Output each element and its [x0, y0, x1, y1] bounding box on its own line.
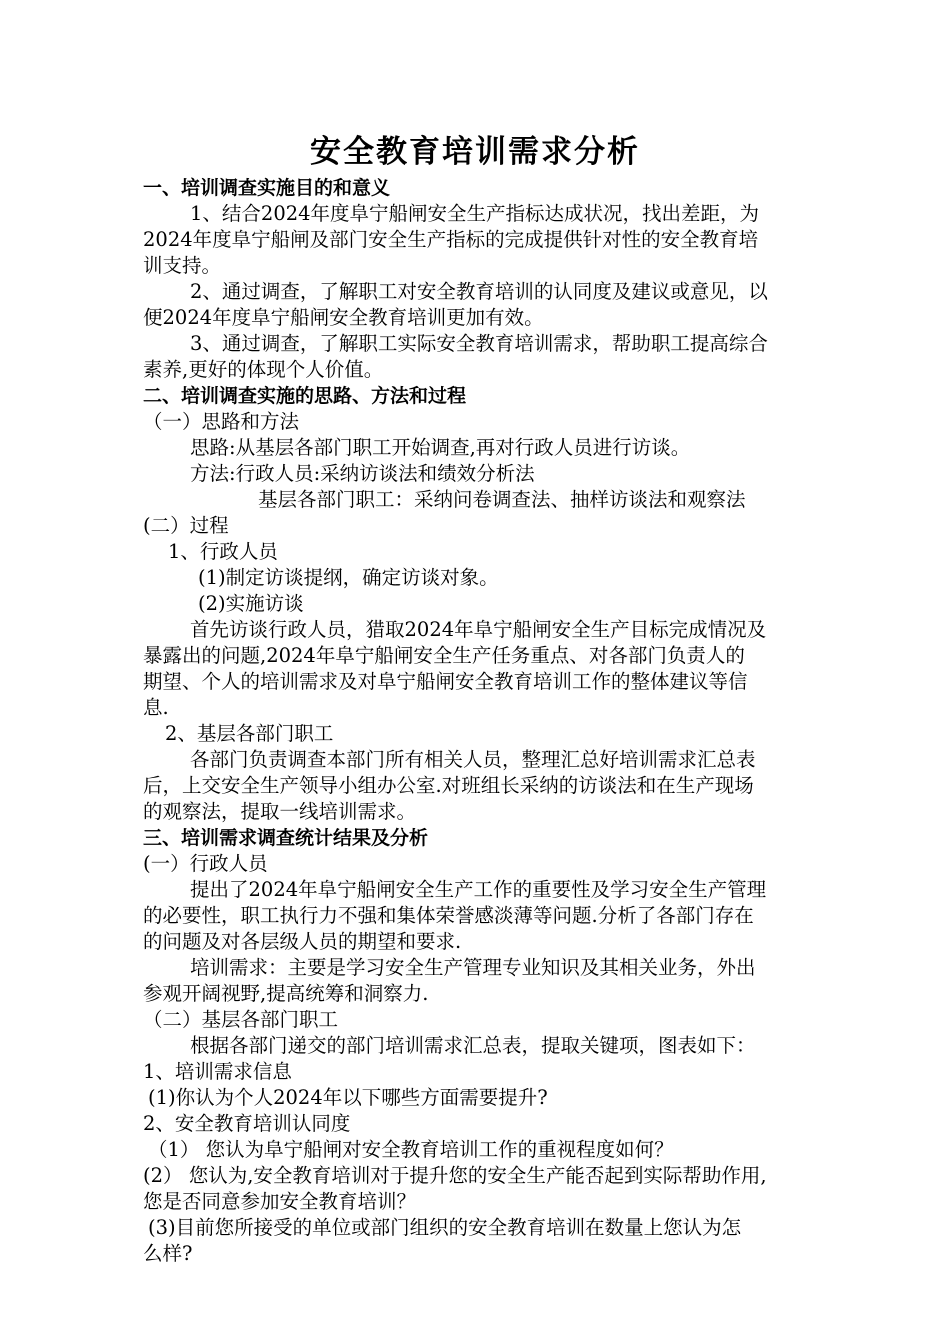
list-item: 1、行政人员	[168, 540, 278, 563]
paragraph-line: 2、通过调查，了解职工对安全教育培训的认同度及建议或意见，以	[190, 280, 768, 303]
list-item: (1)制定访谈提纲，确定访谈对象。	[198, 566, 499, 589]
paragraph-line: 息.	[143, 696, 169, 719]
paragraph-line: 的观察法，提取一线培训需求。	[143, 800, 417, 823]
list-item: （1） 您认为阜宁船闸对安全教育培训工作的重视程度如何？	[148, 1138, 674, 1161]
paragraph-line: 1、结合2024年度阜宁船闸安全生产指标达成状况，找出差距，为	[190, 202, 760, 225]
paragraph-line: 思路:从基层各部门职工开始调查,再对行政人员进行访谈。	[190, 436, 691, 459]
paragraph-line: 暴露出的问题,2024年阜宁船闸安全生产任务重点、对各部门负责人的	[143, 644, 745, 667]
paragraph-line: 便2024年度阜宁船闸安全教育培训更加有效。	[143, 306, 544, 329]
list-item: (1)你认为个人2024年以下哪些方面需要提升?	[148, 1086, 548, 1109]
paragraph-line: 么样?	[143, 1242, 193, 1265]
paragraph-line: 根据各部门递交的部门培训需求汇总表，提取关键项，图表如下：	[190, 1034, 756, 1057]
paragraph-line: 后，上交安全生产领导小组办公室.对班组长采纳的访谈法和在生产现场	[143, 774, 754, 797]
section-heading-2: 二、培训调查实施的思路、方法和过程	[143, 385, 467, 407]
list-item: 2、基层各部门职工	[165, 722, 334, 745]
subsection-heading: （二）基层各部门职工	[143, 1008, 339, 1031]
paragraph-line: 3、通过调查，了解职工实际安全教育培训需求，帮助职工提高综合	[190, 332, 768, 355]
subsection-heading: (一）行政人员	[143, 852, 268, 875]
subsection-heading: （一）思路和方法	[143, 410, 300, 433]
paragraph-line: 的必要性，职工执行力不强和集体荣誉感淡薄等问题.分析了各部门存在	[143, 904, 754, 927]
paragraph-line: 的问题及对各层级人员的期望和要求.	[143, 930, 462, 953]
section-heading-3: 三、培训需求调查统计结果及分析	[143, 827, 429, 849]
paragraph-line: 培训需求：主要是学习安全生产管理专业知识及其相关业务，外出	[190, 956, 756, 979]
paragraph-line: 训支持。	[143, 254, 222, 277]
paragraph-line: 提出了2024年阜宁船闸安全生产工作的重要性及学习安全生产管理	[190, 878, 767, 901]
list-item: (2） 您认为,安全教育培训对于提升您的安全生产能否起到实际帮助作用,	[143, 1164, 767, 1187]
document-title: 安全教育培训需求分析	[310, 134, 640, 170]
paragraph-line: 素养,更好的体现个人价值。	[143, 358, 384, 381]
paragraph-line: 参观开阔视野,提高统筹和洞察力.	[143, 982, 429, 1005]
paragraph-line: 基层各部门职工：采纳问卷调查法、抽样访谈法和观察法	[258, 488, 746, 511]
paragraph-line: 2024年度阜宁船闸及部门安全生产指标的完成提供针对性的安全教育培	[143, 228, 759, 251]
list-item: 2、安全教育培训认同度	[143, 1112, 351, 1135]
paragraph-line: 各部门负责调查本部门所有相关人员，整理汇总好培训需求汇总表	[190, 748, 756, 771]
list-item: (2)实施访谈	[198, 592, 304, 615]
paragraph-line: 首先访谈行政人员，猎取2024年阜宁船闸安全生产目标完成情况及	[190, 618, 767, 641]
paragraph-line: 方法:行政人员:采纳访谈法和绩效分析法	[190, 462, 535, 485]
list-item: (3)目前您所接受的单位或部门组织的安全教育培训在数量上您认为怎	[148, 1216, 742, 1239]
subsection-heading: (二）过程	[143, 514, 229, 537]
paragraph-line: 期望、个人的培训需求及对阜宁船闸安全教育培训工作的整体建议等信	[143, 670, 748, 693]
section-heading-1: 一、培训调查实施目的和意义	[143, 177, 391, 199]
paragraph-line: 您是否同意参加安全教育培训？	[143, 1190, 417, 1213]
list-item: 1、培训需求信息	[143, 1060, 292, 1083]
